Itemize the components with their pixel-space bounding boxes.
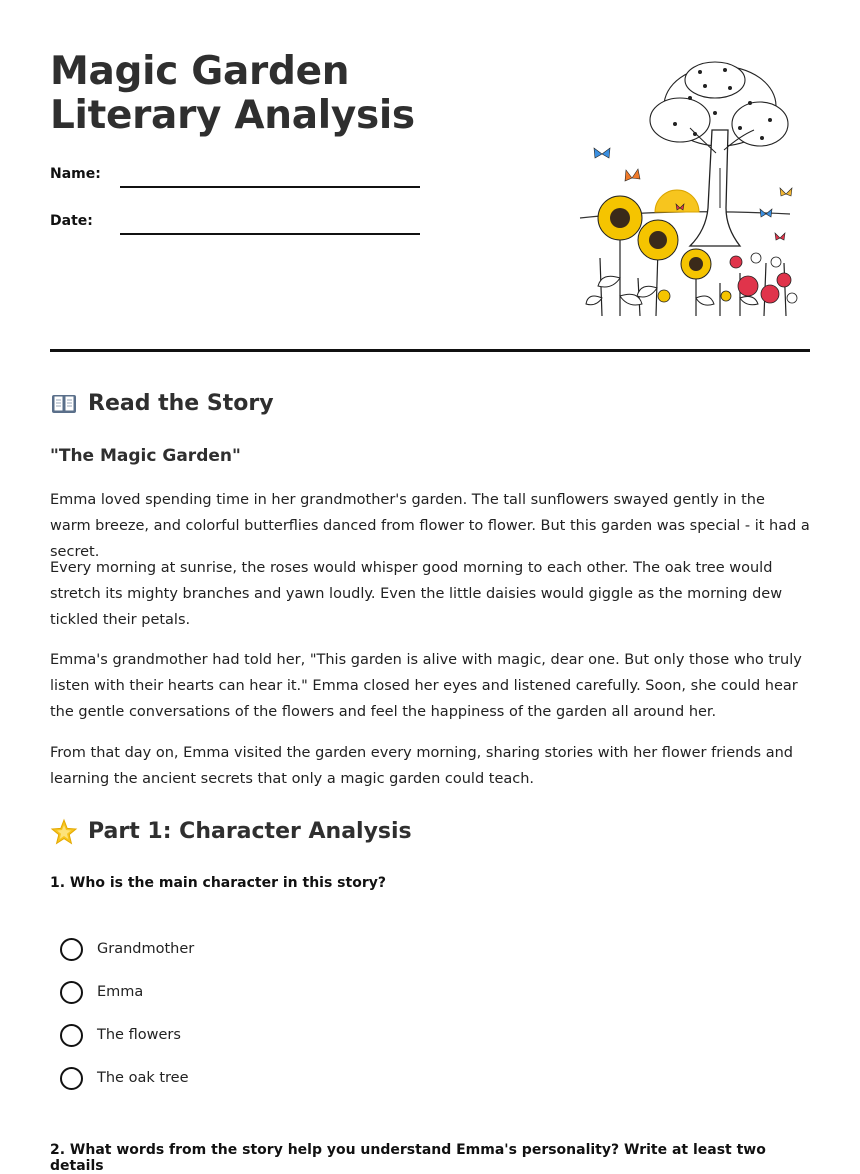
option-label: Emma xyxy=(97,984,144,1000)
part1-title: Part 1: Character Analysis xyxy=(88,819,412,844)
read-section-heading xyxy=(50,390,274,418)
radio-button[interactable] xyxy=(60,981,83,1004)
option-the-flowers[interactable] xyxy=(60,1022,181,1048)
story-paragraph: Emma loved spending time in her grandmother's garden. The tall sunflowers swayed gently in the warm breeze, and colorful butterflies danced from flower to flower. But this garden was special - it had a secret. xyxy=(50,492,810,560)
story-paragraph: Emma's grandmother had told her, "This garden is alive with magic, dear one. But only those who truly listen with their hearts can hear it." Emma closed her eyes and listened carefully. Soon, she could hear the gentle conversations of the flowers and feel the happiness of the garden all around her. xyxy=(50,652,802,720)
radio-button[interactable] xyxy=(60,1067,83,1090)
divider xyxy=(50,349,810,352)
date-input-line[interactable] xyxy=(120,233,420,235)
part1-heading xyxy=(50,818,412,846)
book-icon xyxy=(50,390,78,418)
option-the-oak-tree[interactable] xyxy=(60,1065,189,1091)
star-icon xyxy=(50,818,78,846)
question-2: 2. What words from the story help you understand Emma's personality? Write at least two details xyxy=(50,1142,766,1174)
option-label: The flowers xyxy=(97,1027,181,1043)
story-paragraph: Every morning at sunrise, the roses would whisper good morning to each other. The oak tree would stretch its mighty branches and yawn loudly. Even the little daisies would giggle as the morning dew tickled their petals. xyxy=(50,560,783,628)
option-label: Grandmother xyxy=(97,941,195,957)
worksheet-page xyxy=(50,0,810,1174)
question-1: 1. Who is the main character in this story? xyxy=(50,875,386,891)
date-label: Date: xyxy=(50,213,93,229)
page-title: Magic Garden Literary Analysis xyxy=(50,49,415,138)
name-field[interactable] xyxy=(50,166,420,194)
story-paragraph: From that day on, Emma visited the garden every morning, sharing stories with her flower friends and learning the ancient secrets that only a magic garden could teach. xyxy=(50,745,793,787)
date-field[interactable] xyxy=(50,213,420,241)
name-label: Name: xyxy=(50,166,101,182)
option-label: The oak tree xyxy=(97,1070,189,1086)
garden-illustration xyxy=(540,58,802,320)
story-title: "The Magic Garden" xyxy=(50,446,241,466)
radio-button[interactable] xyxy=(60,1024,83,1047)
name-input-line[interactable] xyxy=(120,186,420,188)
read-section-title: Read the Story xyxy=(88,391,274,416)
option-grandmother[interactable] xyxy=(60,936,194,962)
option-emma[interactable] xyxy=(60,979,143,1005)
radio-button[interactable] xyxy=(60,938,83,961)
